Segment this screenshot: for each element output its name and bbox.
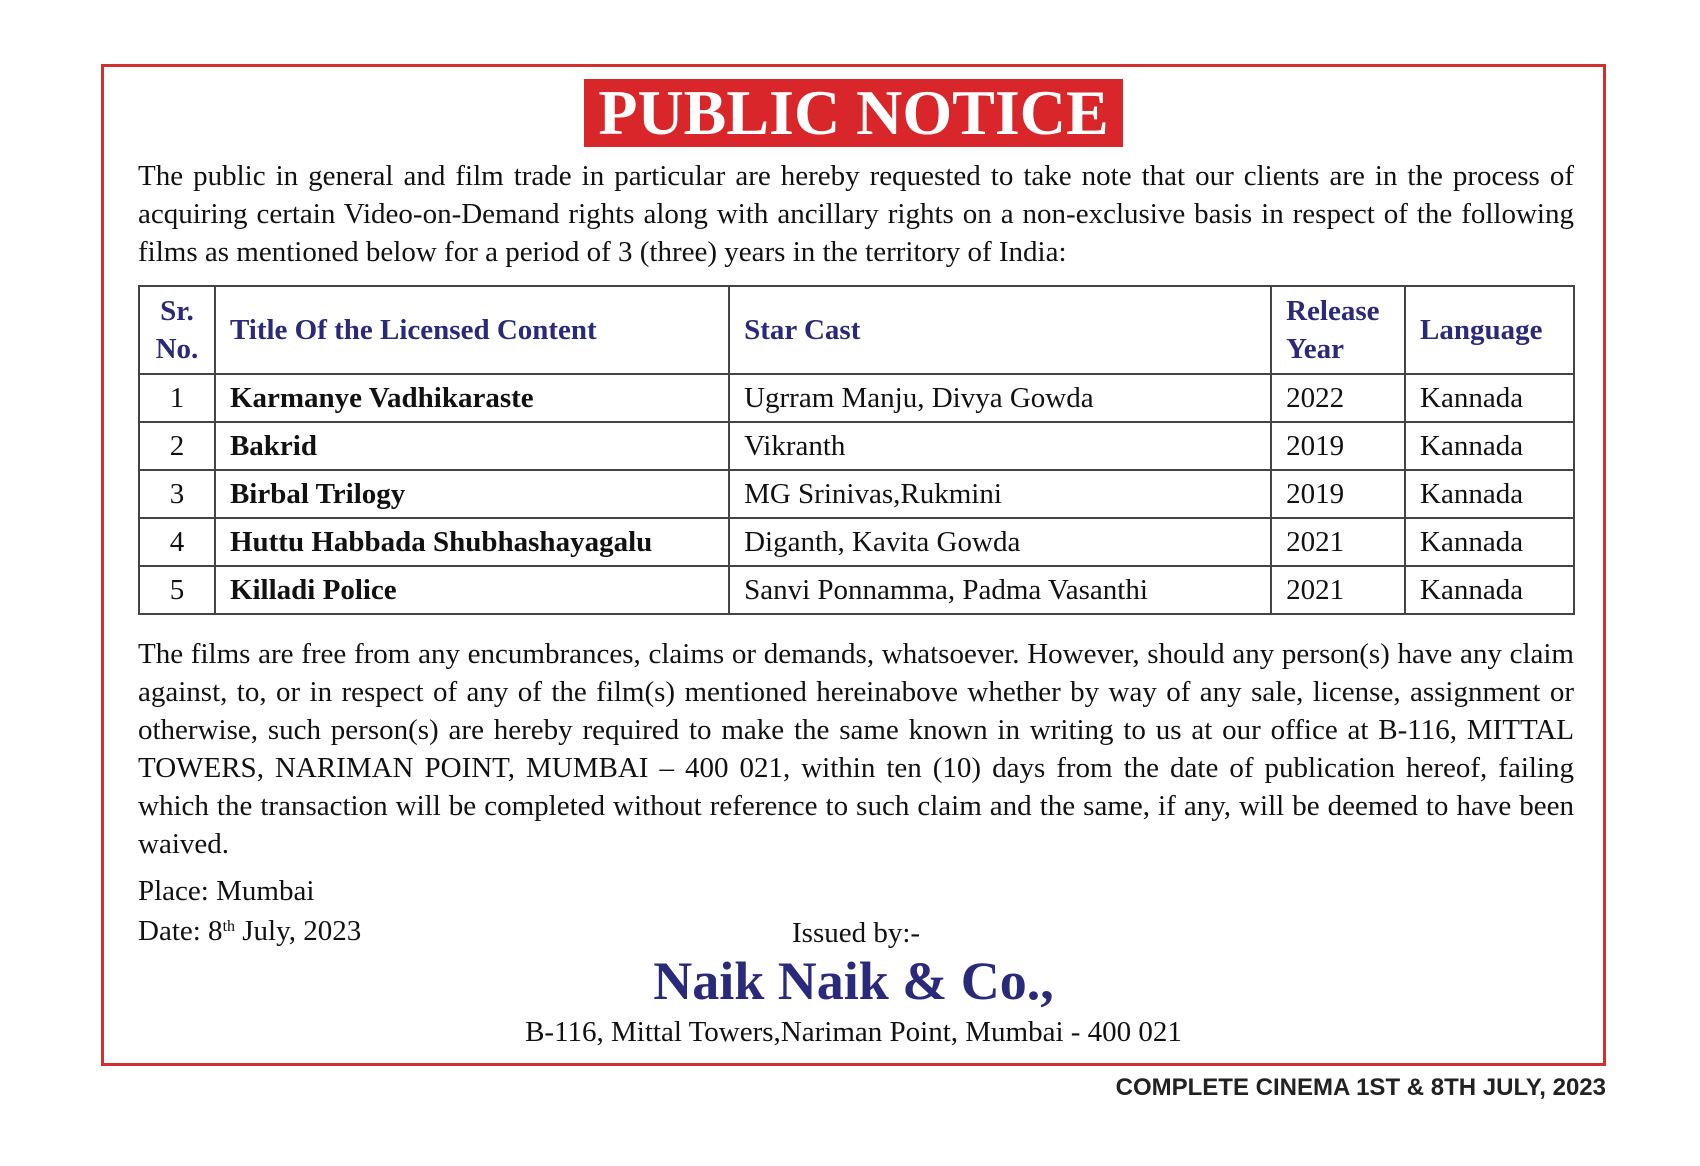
claims-paragraph: The films are free from any encumbrances, claims or demands, whatsoever. However, should any person(s) have any claim against, to, or in respect of any of the film(s) mentioned hereinabove whether by way of any sale, license, assignment or otherwise, such person(s) are hereby required to make the same known in writing to us at our office at B-116, MITTAL TOWERS, NARIMAN POINT, MUMBAI – 400 021, within ten (10) days from the date of publication hereof, failing which the transaction will be completed without reference to such claim and the same, if any, will be deemed to have been waived. [138, 638, 1574, 860]
cell-title: Karmanye Vadhikaraste [215, 374, 729, 422]
cell-sr: 4 [139, 518, 215, 566]
date-line [138, 912, 361, 950]
header-star-cast: Star Cast [729, 286, 1271, 374]
table-header-row [139, 286, 1574, 374]
publication-footer: COMPLETE CINEMA 1ST & 8TH JULY, 2023 [1115, 1074, 1606, 1101]
cell-cast: Sanvi Ponnamma, Padma Vasanthi [729, 566, 1271, 614]
cell-title: Killadi Police [215, 566, 729, 614]
header-year-line1: Release [1286, 295, 1380, 327]
cell-year: 2021 [1271, 518, 1405, 566]
cell-year: 2022 [1271, 374, 1405, 422]
date-suffix: th [222, 918, 236, 935]
notice-frame [101, 64, 1606, 1066]
cell-language: Kannada [1405, 566, 1574, 614]
cell-year: 2019 [1271, 470, 1405, 518]
cell-year: 2021 [1271, 566, 1405, 614]
cell-year: 2019 [1271, 422, 1405, 470]
cell-sr: 1 [139, 374, 215, 422]
cell-sr: 2 [139, 422, 215, 470]
title-wrapper [104, 79, 1603, 147]
date-rest: July, 2023 [235, 915, 362, 947]
header-sr-line1: Sr. [160, 295, 194, 327]
cell-cast: Ugrram Manju, Divya Gowda [729, 374, 1271, 422]
header-year-line2: Year [1286, 333, 1345, 365]
cell-language: Kannada [1405, 422, 1574, 470]
cell-cast: Diganth, Kavita Gowda [729, 518, 1271, 566]
place-line: Place: Mumbai [138, 875, 315, 907]
table-row [139, 566, 1574, 614]
header-release-year [1271, 286, 1405, 374]
header-sr-line2: No. [155, 333, 199, 365]
cell-language: Kannada [1405, 374, 1574, 422]
header-language: Language [1405, 286, 1574, 374]
cell-sr: 3 [139, 470, 215, 518]
cell-cast: MG Srinivas,Rukmini [729, 470, 1271, 518]
cell-title: Huttu Habbada Shubhashayagalu [215, 518, 729, 566]
header-sr-no [139, 286, 215, 374]
date-prefix: Date: 8 [138, 915, 223, 947]
intro-paragraph: The public in general and film trade in particular are hereby requested to take note that our clients are in the process of acquiring certain Video-on-Demand rights along with ancillary rights on a non-exclusive basis in respect of the following films as mentioned below for a period of 3 (three) years in the territory of India: [138, 160, 1574, 268]
cell-language: Kannada [1405, 518, 1574, 566]
firm-name: Naik Naik & Co., [653, 951, 1054, 1011]
table-row [139, 374, 1574, 422]
notice-title: PUBLIC NOTICE [584, 79, 1122, 147]
table-row [139, 470, 1574, 518]
table-row [139, 518, 1574, 566]
issued-by-label: Issued by:- [792, 917, 921, 949]
cell-title: Birbal Trilogy [215, 470, 729, 518]
table-row [139, 422, 1574, 470]
firm-address: B-116, Mittal Towers,Nariman Point, Mumbai - 400 021 [525, 1016, 1182, 1048]
cell-language: Kannada [1405, 470, 1574, 518]
cell-cast: Vikranth [729, 422, 1271, 470]
header-title: Title Of the Licensed Content [215, 286, 729, 374]
cell-sr: 5 [139, 566, 215, 614]
films-table [138, 285, 1575, 615]
cell-title: Bakrid [215, 422, 729, 470]
